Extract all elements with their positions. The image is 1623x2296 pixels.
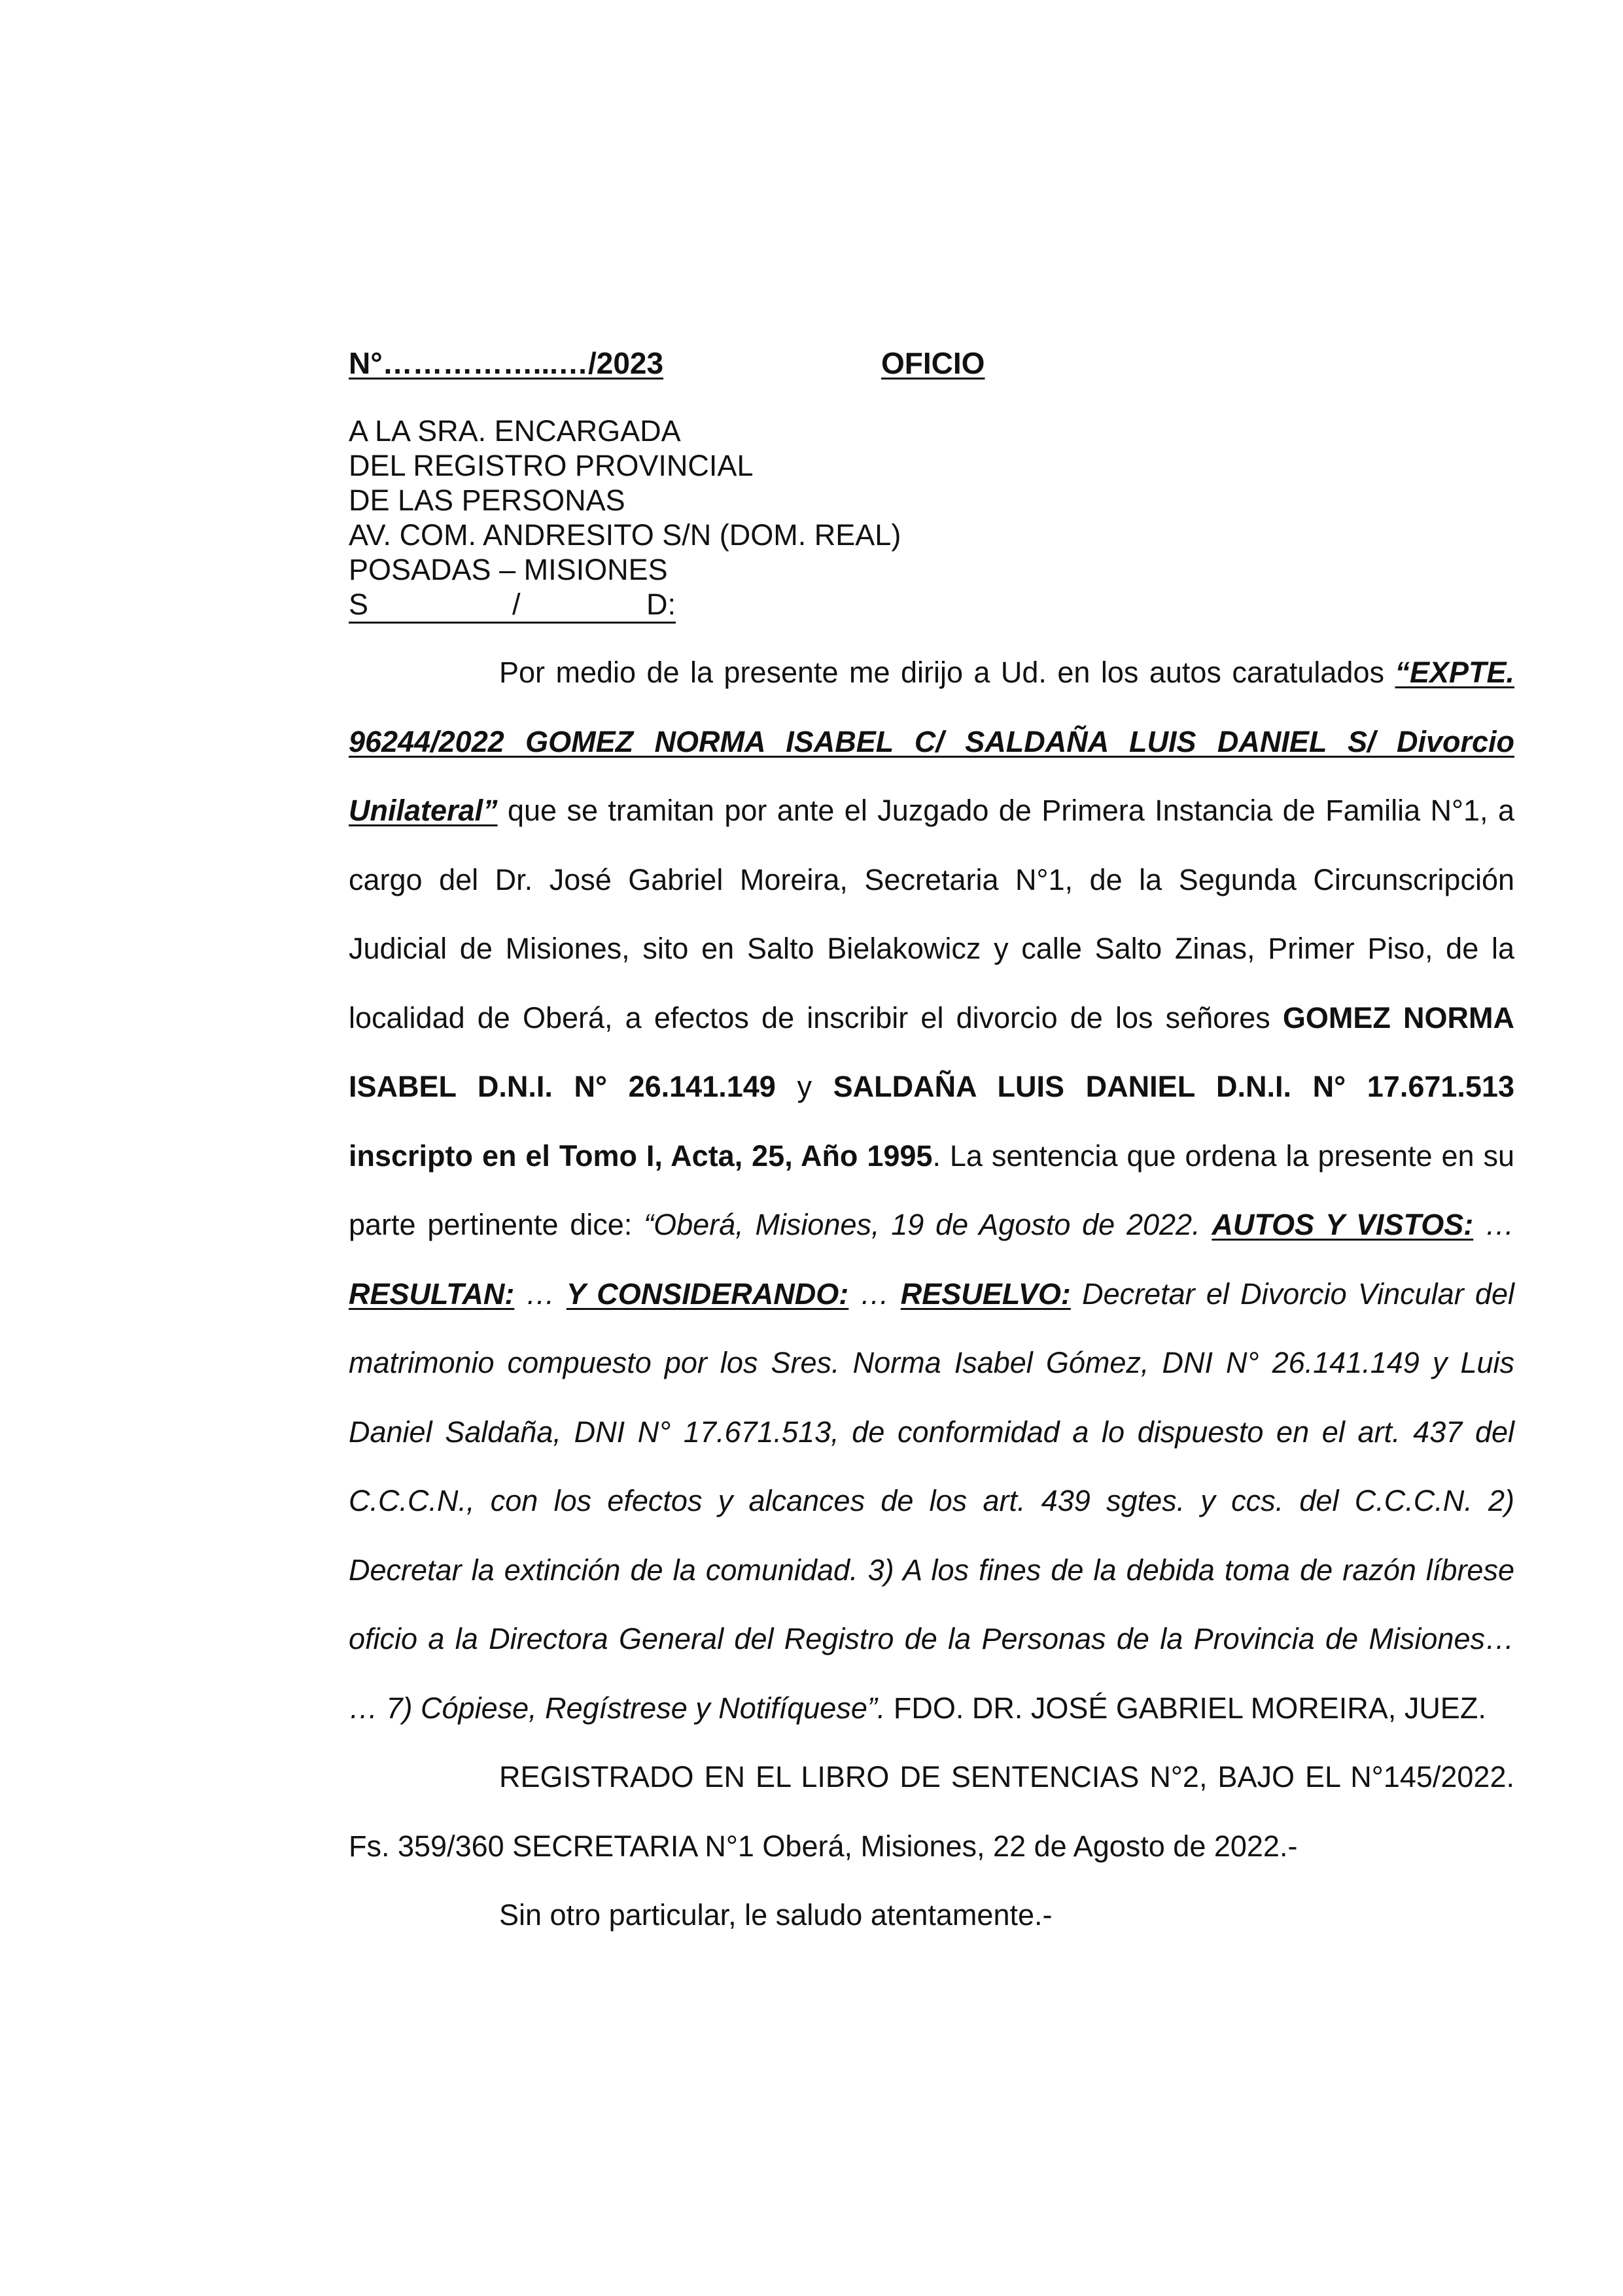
party-one: GOMEZ NORMA ISABEL D.N.I. N° 26.141.149	[349, 1000, 1514, 1103]
case-caption-main: “EXPTE. 96244/2022 GOMEZ NORMA ISABEL C/ SALDAÑA LUIS DANIEL S/	[349, 656, 1514, 758]
document-body	[349, 638, 1514, 1950]
case-caption-type: Divorcio Unilateral	[349, 724, 1514, 827]
autos-y-vistos: AUTOS Y VISTOS:	[1212, 1208, 1474, 1241]
paragraph-text: que se tramitan por ante el Juzgado de Primera Instancia de Familia N°1, a cargo del Dr. José Gabriel Moreira, Secretaria N°1, de la Segunda Circunscripción Judicial de Misiones, sito en Salto Bielakowicz y calle Salto Zinas, Primer Piso, de la localidad de Oberá, a efectos de inscribir el divorcio de los señores	[349, 794, 1514, 1034]
paragraph-text: y	[775, 1070, 833, 1103]
ellipsis: …	[848, 1277, 901, 1311]
document-content	[349, 345, 1514, 1950]
closing-paragraph: Sin otro particular, le saludo atentamente.-	[499, 1898, 1053, 1932]
ellipsis: …	[514, 1277, 567, 1311]
paragraph-text: . La sentencia que ordena la presente en su parte pertinente dice:	[349, 1139, 1515, 1241]
paragraph-text: Por medio de la presente me dirijo a Ud. en los autos caratulados	[499, 656, 1395, 689]
registration-paragraph: REGISTRADO EN EL LIBRO DE SENTENCIAS N°2, BAJO EL N°145/2022. Fs. 359/360 SECRETARIA N°1 Oberá, Misiones, 22 de Agosto de 2022.-	[349, 1760, 1514, 1863]
address-line: DEL REGISTRO PROVINCIAL	[349, 449, 754, 482]
address-line: POSADAS – MISIONES	[349, 553, 668, 586]
case-caption-close: ”	[483, 794, 498, 827]
sd-d: D:	[646, 588, 676, 621]
address-line: AV. COM. ANDRESITO S/N (DOM. REAL)	[349, 518, 901, 552]
resultan: RESULTAN:	[349, 1277, 515, 1311]
ellipsis: …	[1473, 1208, 1514, 1241]
address-line: A LA SRA. ENCARGADA	[349, 414, 681, 448]
main-paragraph	[349, 638, 1514, 1742]
resuelvo: RESUELVO:	[900, 1277, 1071, 1311]
judge-signature: FDO. DR. JOSÉ GABRIEL MOREIRA, JUEZ.	[885, 1691, 1486, 1725]
document-title: OFICIO	[881, 346, 985, 380]
oficio-number: N°……………...…/2023	[349, 346, 664, 380]
document-header	[349, 345, 1514, 386]
party-two: SALDAÑA LUIS DANIEL D.N.I. N° 17.671.513 inscripto en el Tomo I, Acta, 25, Año 1995	[349, 1070, 1514, 1173]
su-despacho-line	[349, 587, 676, 624]
considerando: Y CONSIDERANDO:	[566, 1277, 849, 1311]
address-line: DE LAS PERSONAS	[349, 484, 625, 517]
ruling-quote-date: “Oberá, Misiones, 19 de Agosto de 2022.	[644, 1208, 1212, 1241]
recipient-address	[349, 414, 1514, 587]
sd-s: S	[349, 588, 369, 621]
ruling-quote: Decretar el Divorcio Vincular del matrimonio compuesto por los Sres. Norma Isabel Gómez, DNI N° 26.141.149 y Luis Daniel Saldaña, DNI N° 17.671.513, de conformidad a lo dispuesto en el art. 437 del C.C.C.N., con los efectos y alcances de los art. 439 sgtes. y ccs. del C.C.C.N. 2) Decretar la extinción de la comunidad. 3) A los fines de la debida toma de razón líbrese oficio a la Directora General del Registro de la Personas de la Provincia de Misiones… … 7) Cópiese, Regístrese y Notifíquese”.	[349, 1277, 1514, 1725]
sd-slash: /	[512, 588, 521, 621]
